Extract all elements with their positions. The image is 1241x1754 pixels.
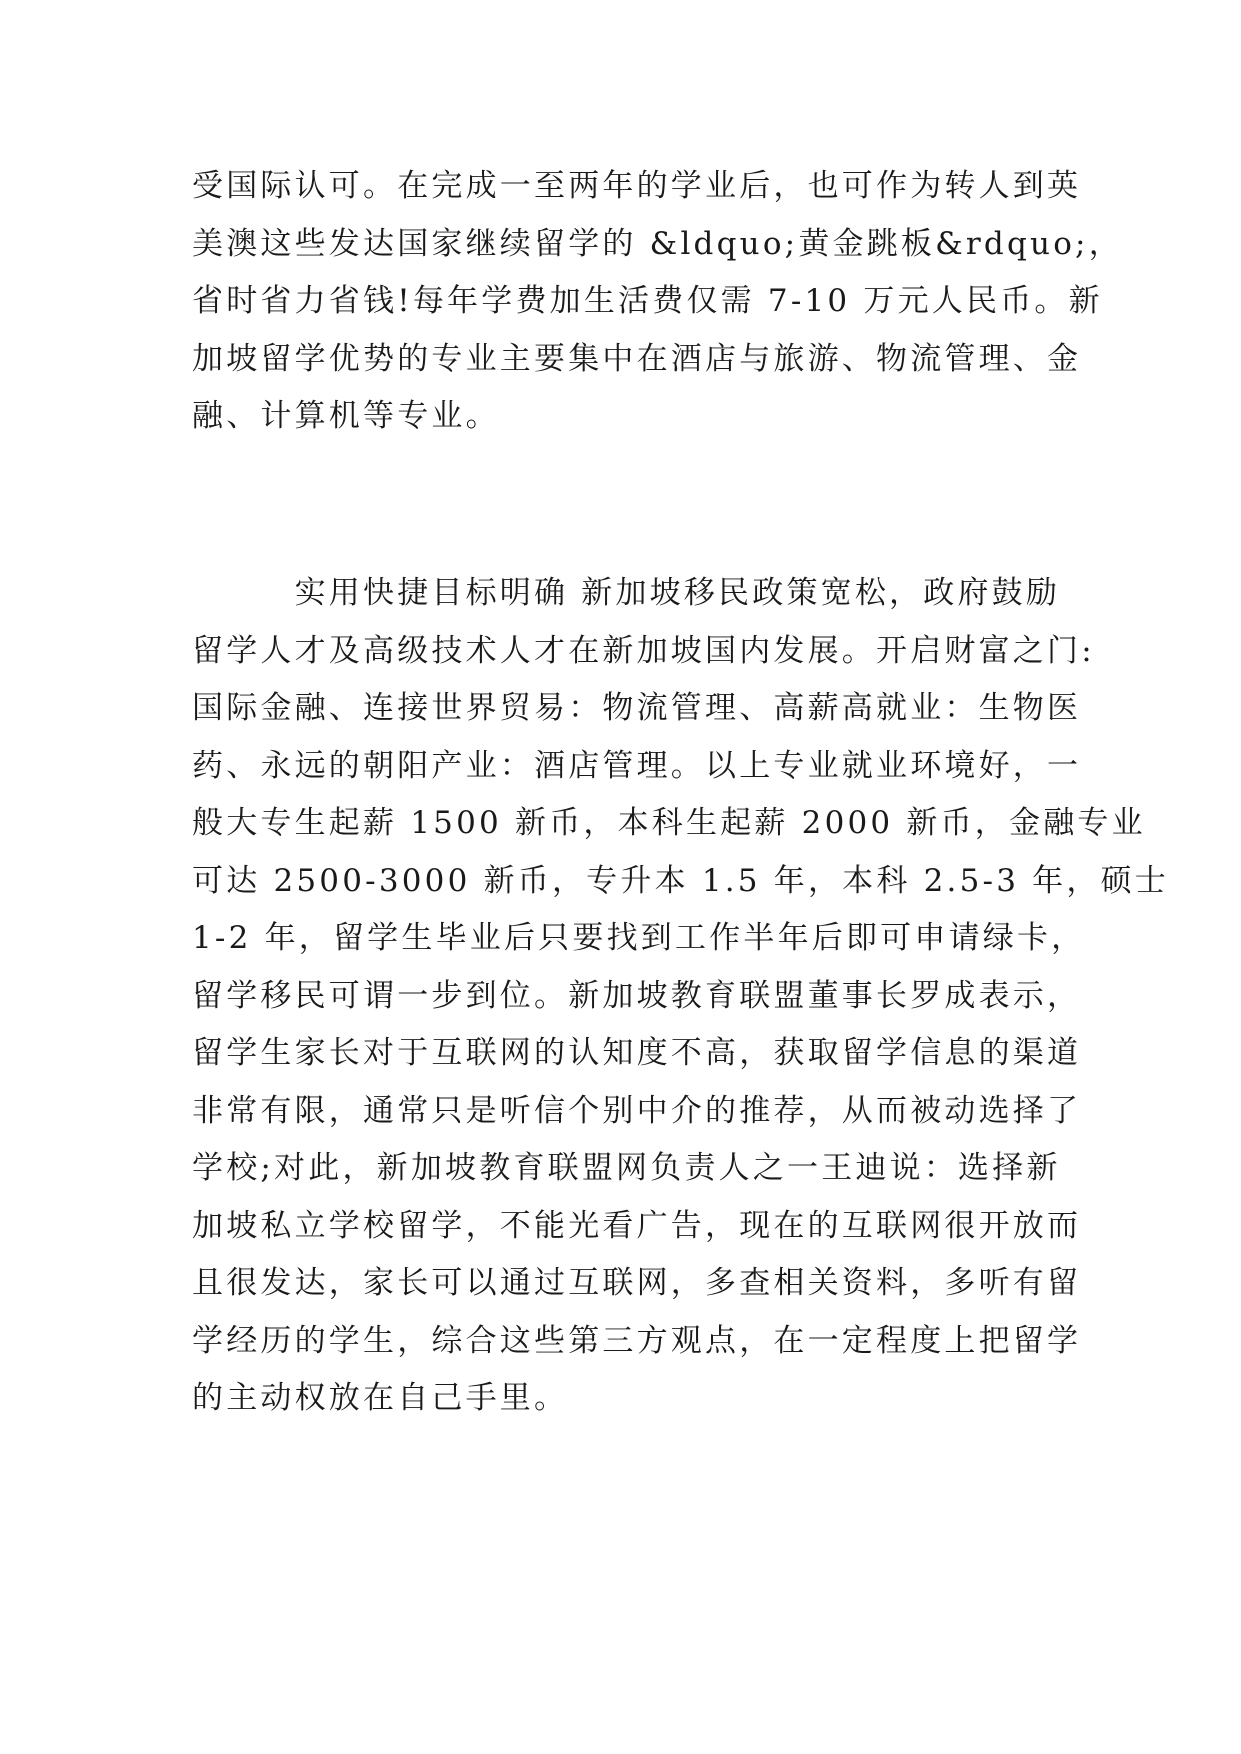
paragraph-line: 留学人才及高级技术人才在新加坡国内发展。开启财富之门: <box>192 632 1095 669</box>
paragraph-immigration-policy <box>192 565 1169 1428</box>
paragraph-line: 加坡私立学校留学，不能光看广告，现在的互联网很开放而 <box>192 1207 1082 1244</box>
paragraph-line: 加坡留学优势的专业主要集中在酒店与旅游、物流管理、金 <box>192 340 1082 377</box>
paragraph-line: 般大专生起薪 1500 新币，本科生起薪 2000 新币，金融专业 <box>192 805 1146 841</box>
paragraph-line: 学校;对此，新加坡教育联盟网负责人之一王迪说：选择新 <box>192 1150 1061 1186</box>
paragraph-line: 药、永远的朝阳产业：酒店管理。以上专业就业环境好，一 <box>192 747 1082 784</box>
paragraph-line: 留学生家长对于互联网的认知度不高，获取留学信息的渠道 <box>192 1035 1082 1071</box>
paragraph-line: 国际金融、连接世界贸易：物流管理、高薪高就业：生物医 <box>192 690 1082 726</box>
paragraph-line: 受国际认可。在完成一至两年的学业后，也可作为转人到英 <box>192 168 1082 204</box>
paragraph-line: 学经历的学生，综合这些第三方观点，在一定程度上把留学 <box>192 1322 1082 1359</box>
paragraph-line: 留学移民可谓一步到位。新加坡教育联盟董事长罗成表示， <box>192 977 1082 1014</box>
paragraph-line: 可达 2500-3000 新币，专升本 1.5 年，本科 2.5-3 年，硕士 <box>192 862 1169 899</box>
paragraph-line: 省时省力省钱!每年学费加生活费仅需 7-10 万元人民币。新 <box>192 283 1103 319</box>
paragraph-line: 的主动权放在自己手里。 <box>192 1380 569 1416</box>
paragraph-line: 非常有限，通常只是听信个别中介的推荐，从而被动选择了 <box>192 1092 1082 1129</box>
paragraph-study-benefits <box>192 158 1123 446</box>
paragraph-line: 融、计算机等专业。 <box>192 398 500 434</box>
paragraph-line: 1-2 年，留学生毕业后只要找到工作半年后即可申请绿卡， <box>192 920 1086 956</box>
paragraph-line: 美澳这些发达国家继续留学的 &ldquo;黄金跳板&rdquo;， <box>192 225 1123 262</box>
paragraph-line: 实用快捷目标明确 新加坡移民政策宽松，政府鼓励 <box>192 575 1061 611</box>
paragraph-line: 且很发达，家长可以通过互联网，多查相关资料，多听有留 <box>192 1265 1082 1301</box>
